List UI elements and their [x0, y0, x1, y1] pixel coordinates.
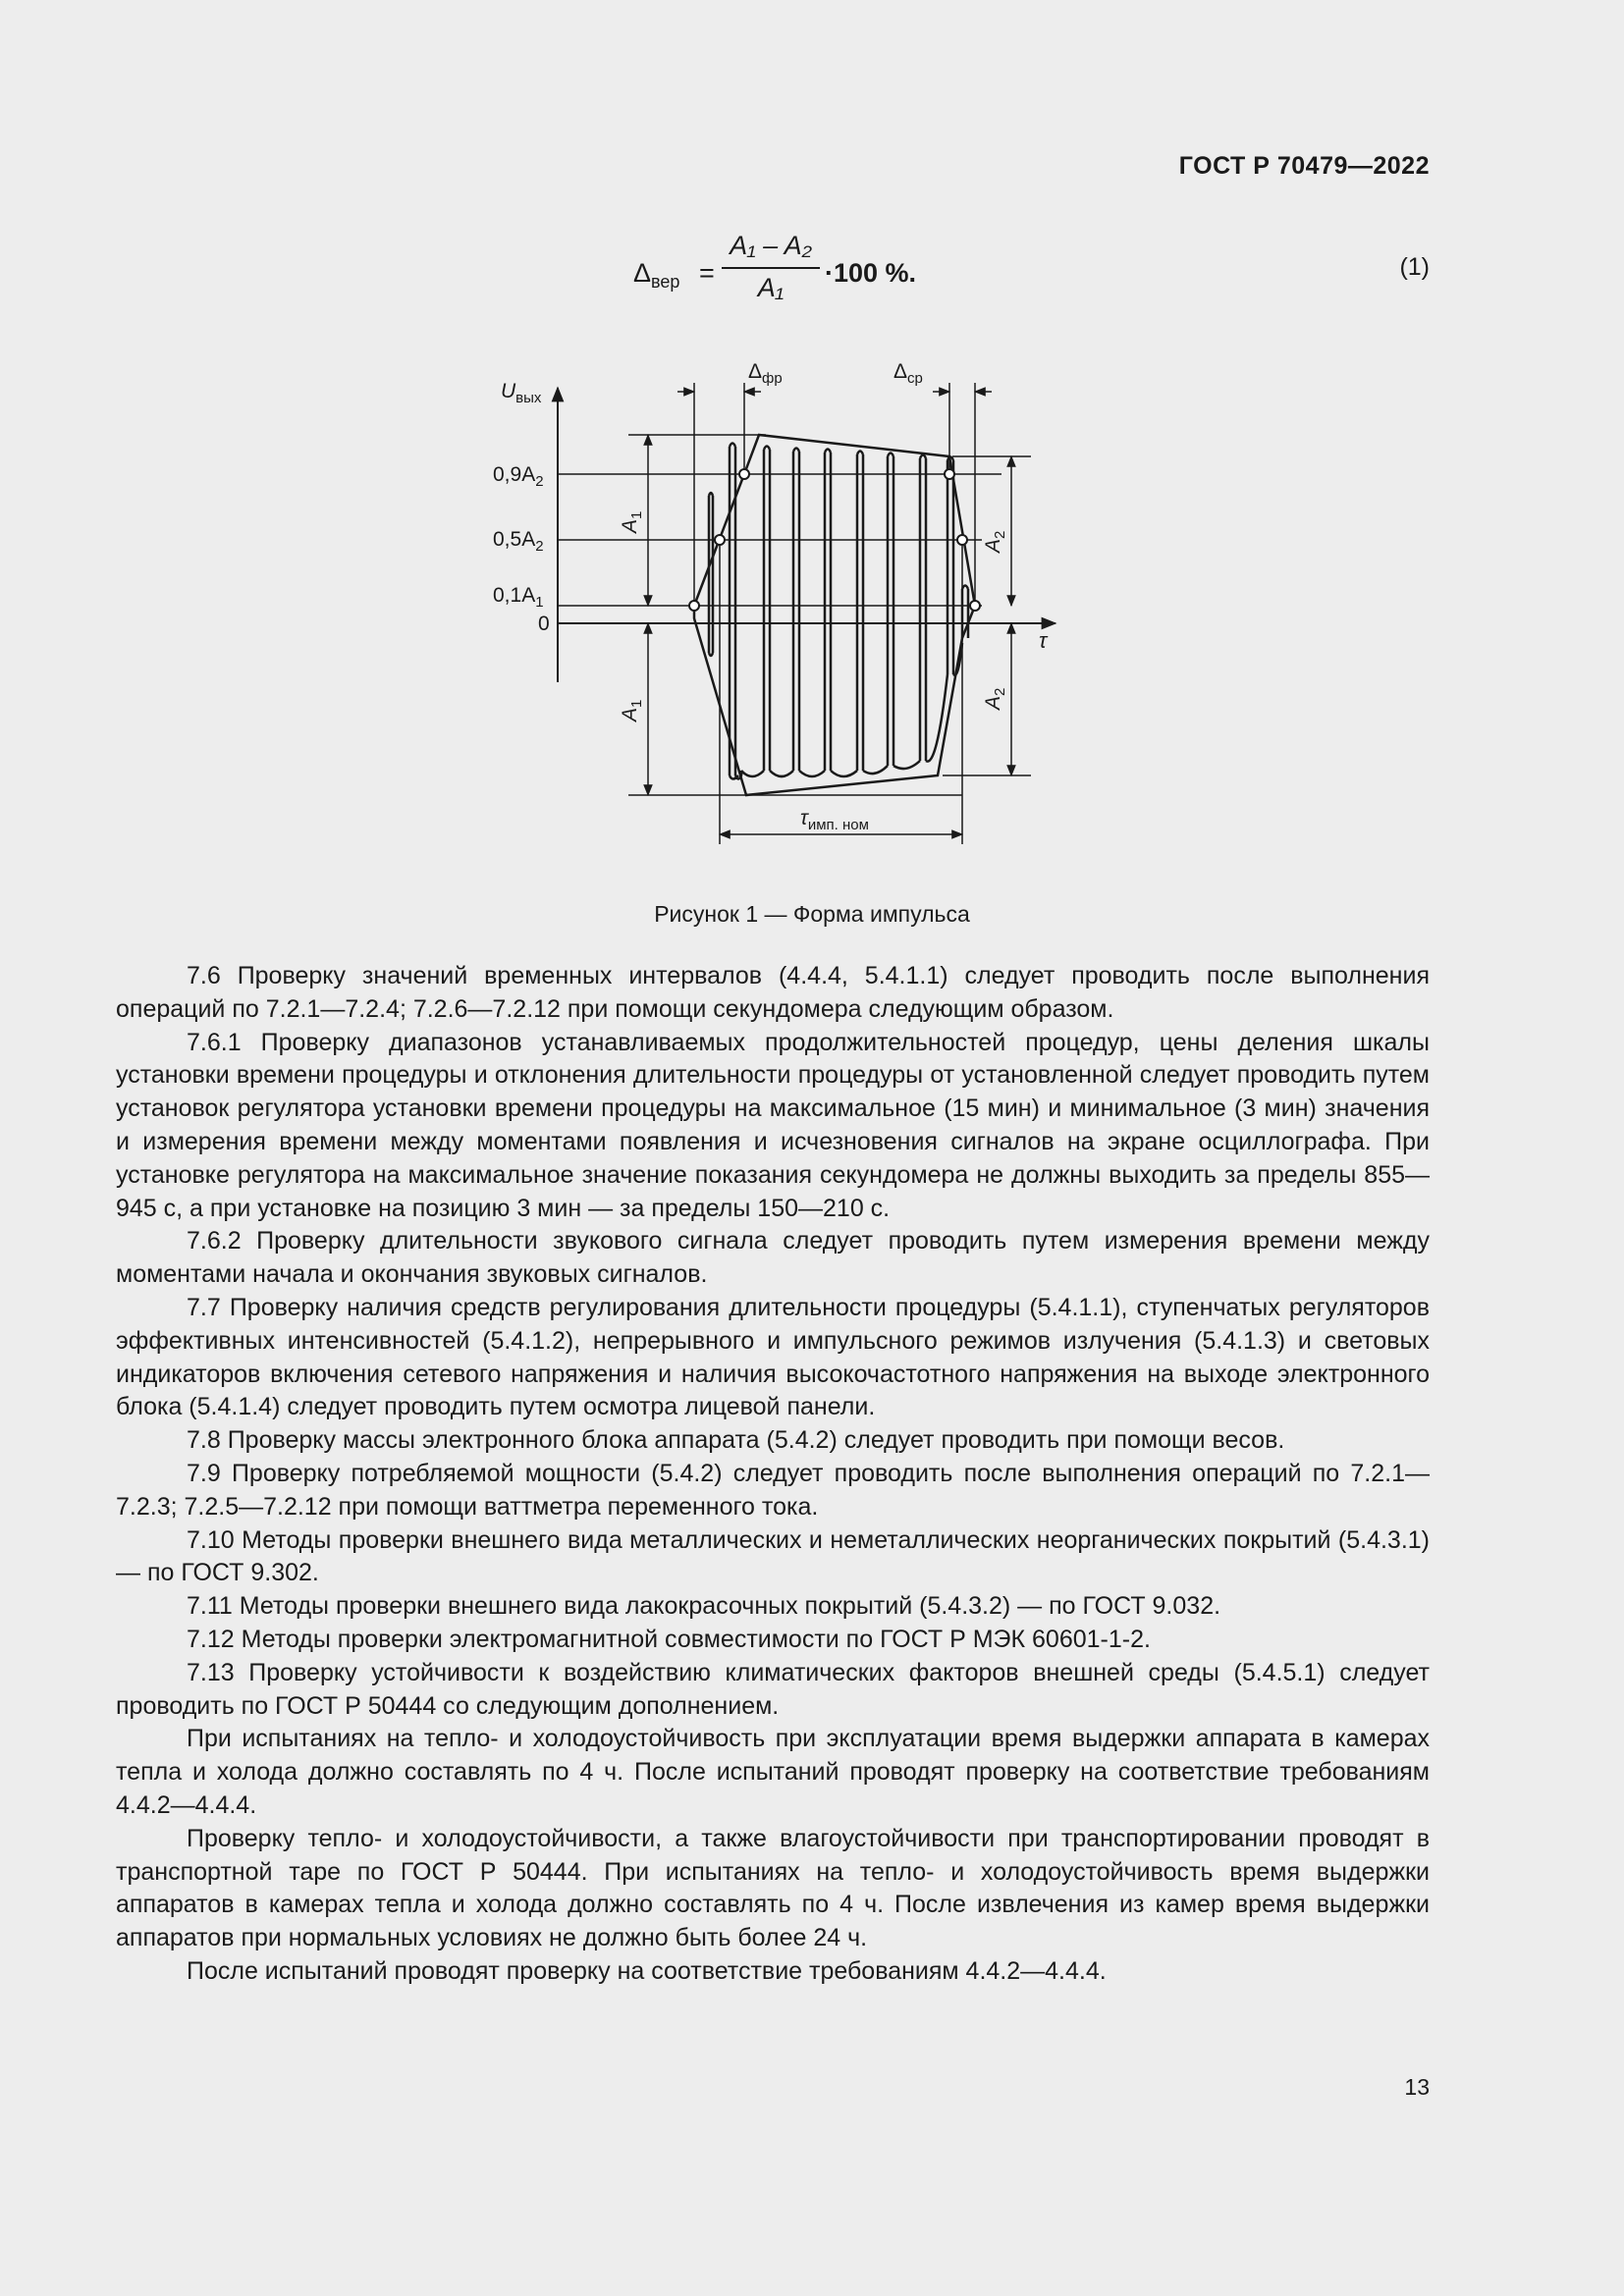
level-01-label: $0,1A_1$ — [493, 584, 544, 611]
a2-lower-label: $A_2$ — [982, 687, 1008, 710]
level-05-label: $0,5A_2$ — [493, 528, 544, 555]
pulse-shape-figure — [481, 348, 1090, 859]
level-zero-label: 0 — [538, 613, 550, 635]
paragraph: 7.6 Проверку значений временных интервалов (4.4.4, 5.4.1.1) следует проводить после выполнения операций по 7.2.1—7.2.4; 7.2.6—7.2.12 при помощи секундомера следующим образом. — [116, 962, 1430, 1023]
tau-imp-label: $\tau_{имп. ном}$ — [800, 807, 869, 833]
formula-number: (1) — [1399, 253, 1430, 281]
formula-denominator: A₁ — [757, 273, 785, 302]
point-05-left — [715, 535, 725, 545]
paragraph: 7.13 Проверку устойчивости к воздействию климатических факторов внешней среды (5.4.5.1) следует проводить по ГОСТ Р 50444 со следующим дополнением. — [116, 1658, 1430, 1720]
document-header: ГОСТ Р 70479—2022 — [1178, 152, 1430, 180]
formula-equals: = — [699, 258, 715, 288]
formula-numerator: A₁ – A₂ — [730, 231, 812, 260]
point-09-left — [739, 469, 749, 479]
body-text — [116, 960, 1430, 1989]
paragraph: 7.11 Методы проверки внешнего вида лакокрасочных покрытий (5.4.3.2) — по ГОСТ 9.032. — [187, 1592, 1221, 1621]
paragraph: 7.6.2 Проверку длительности звукового сигнала следует проводить путем измерения времени между моментами начала и окончания звуковых сигналов. — [116, 1227, 1430, 1289]
paragraph: 7.10 Методы проверки внешнего вида металлических и неметаллических неорганических покрытий (5.4.3.1) — по ГОСТ 9.302. — [116, 1525, 1430, 1587]
formula-lhs — [633, 258, 679, 293]
a2-upper-label: $A_2$ — [982, 530, 1008, 553]
paragraph: 7.8 Проверку массы электронного блока аппарата (5.4.2) следует проводить при помощи весов. — [187, 1426, 1285, 1455]
fraction-bar — [722, 267, 820, 269]
point-01-left — [689, 601, 699, 611]
delta-sr-label: $\Delta_{ср}$ — [893, 360, 923, 387]
level-09-label: $0,9A_2$ — [493, 463, 544, 490]
pulse-oscillations — [709, 444, 968, 779]
paragraph: 7.7 Проверку наличия средств регулирования длительности процедуры (5.4.1.1), ступенчатых регуляторов эффективных интенсивностей (5.4.1.2), непрерывного и импульсного режимов излучения (5.4.1.3) и световых индикаторов включения сетевого напряжения и наличия высокочастотного напряжения на выходе электронного блока (5.4.1.4) следует проводить путем осмотра лицевой панели. — [116, 1293, 1430, 1421]
page-number: 13 — [1404, 2074, 1430, 2100]
point-05-right — [957, 535, 967, 545]
delta-fr-label: $\Delta_{фр}$ — [748, 360, 783, 387]
formula-lhs-sub: вер — [651, 272, 680, 292]
paragraph: 7.12 Методы проверки электромагнитной совместимости по ГОСТ Р МЭК 60601-1-2. — [187, 1625, 1151, 1653]
paragraph: 7.9 Проверку потребляемой мощности (5.4.2) следует проводить после выполнения операций по 7.2.1—7.2.3; 7.2.5—7.2.12 при помощи ваттметра переменного тока. — [116, 1459, 1430, 1521]
formula — [628, 231, 1316, 319]
point-09-right — [945, 469, 954, 479]
formula-fraction — [722, 231, 820, 303]
point-01-right — [970, 601, 980, 611]
figure-caption: Рисунок 1 — Форма импульса — [654, 901, 970, 927]
paragraph: Проверку тепло- и холодоустойчивости, а также влагоустойчивости при транспортировании проводят в транспортной таре по ГОСТ Р 50444. При испытаниях на тепло- и холодоустойчивость время выдержки аппаратов в камерах тепла и холода должно составлять по 4 ч. После извлечения из камер время выдержки аппаратов при нормальных условиях не должно быть более 24 ч. — [116, 1824, 1430, 1952]
x-axis-label: τ — [1039, 628, 1048, 653]
a1-upper-label: $A_1$ — [619, 510, 645, 533]
y-axis-label: $U_{вых}$ — [501, 380, 542, 406]
paragraph: 7.6.1 Проверку диапазонов устанавливаемых продолжительностей процедур, цены деления шкалы установки времени процедуры и отклонения длительности процедуры от установленной следует проводить путем установок регулятора установки времени процедуры на максимальное (15 мин) и минимальное (3 мин) значения и измерения времени между моментами появления и исчезновения сигналов на экране осциллографа. При установке регулятора на максимальное значение показания секундомера не должны выходить за пределы 855—945 с, а при установке на позицию 3 мин — за пределы 150—210 с. — [116, 1028, 1430, 1222]
paragraph: При испытаниях на тепло- и холодоустойчивость при эксплуатации время выдержки аппарата в камерах тепла и холода должно составлять по 4 ч. После испытаний проводят проверку на соответствие требованиям 4.4.2—4.4.4. — [116, 1725, 1430, 1819]
paragraph: После испытаний проводят проверку на соответствие требованиям 4.4.2—4.4.4. — [187, 1956, 1107, 1985]
a1-lower-label: $A_1$ — [619, 699, 645, 721]
formula-delta: Δ — [633, 258, 652, 288]
formula-tail: ·100 %. — [825, 258, 917, 288]
